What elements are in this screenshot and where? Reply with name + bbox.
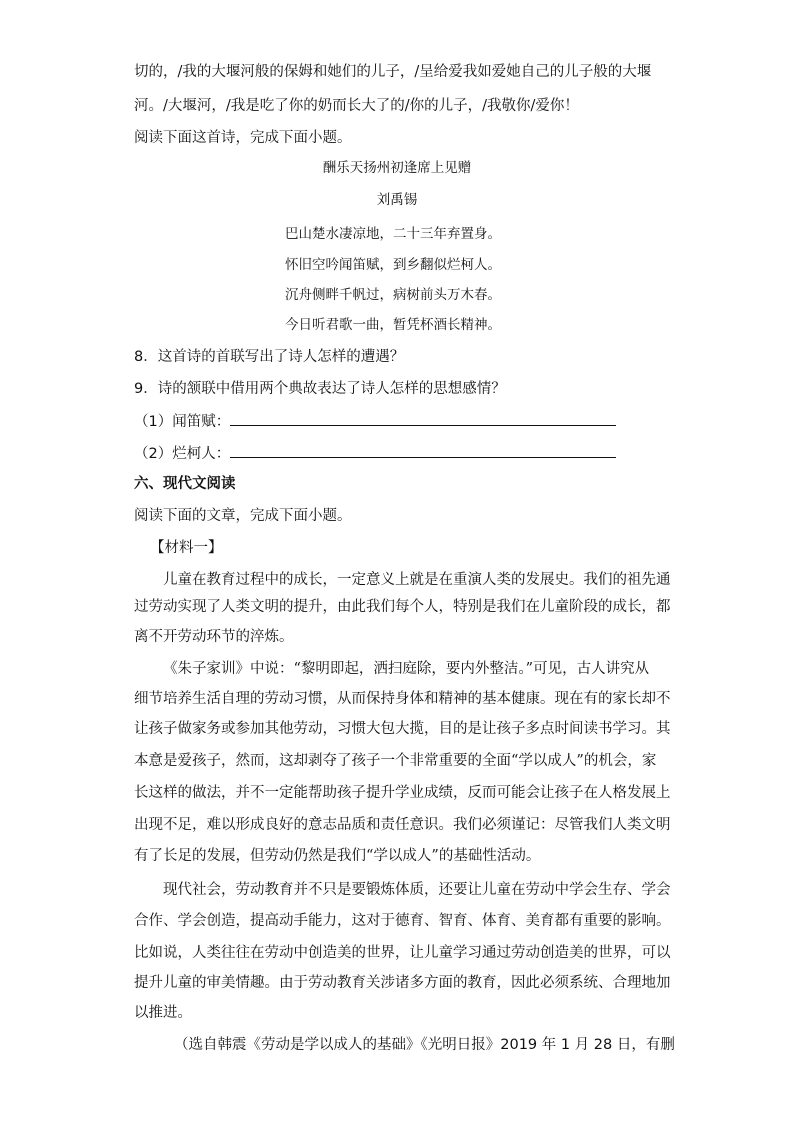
para2-line-3: 让孩子做家务或参加其他劳动，习惯大包大揽，目的是让孩子多点时间读书学习。其 [134,721,671,737]
para2-line-5: 长这样的做法，并不一定能帮助孩子提升学业成绩，反而可能会让孩子在人格发展上 [134,785,671,801]
section-instruction: 阅读下面的文章，完成下面小题。 [134,508,352,524]
para1-line-3: 离不开劳动环节的淬炼。 [134,629,294,645]
poem-instruction: 阅读下面这首诗，完成下面小题。 [134,130,352,146]
question-9-2-label: （2）烂柯人： [134,446,231,462]
material-label: 【材料一】 [150,540,223,556]
question-8: 8．这首诗的首联写出了诗人怎样的遭遇？ [134,349,405,365]
poem-line-2: 怀旧空吟闻笛赋，到乡翻似烂柯人。 [285,257,501,273]
para2-line-1: 《朱子家训》中说：“黎明即起，洒扫庭除，要内外整洁。”可见，古人讲究从 [163,661,650,677]
source-citation: （选自韩震《劳动是学以成人的基础》《光明日报》2019 年 1 月 28 日，有删 [174,1037,675,1053]
poem-author: 刘禹锡 [376,192,418,208]
poem-line-3: 沉舟侧畔千帆过，病树前头万木春。 [285,287,501,303]
para2-line-6: 出现不足，难以形成良好的意志品质和责任意识。我们必须谨记：尽管我们人类文明 [134,817,671,833]
question-9-1-label: （1）闻笛赋： [134,414,231,430]
section-heading: 六、现代文阅读 [134,476,236,492]
prev-poem-line-1: 切的，/我的大堰河般的保姆和她们的儿子，/呈给爱我如爱她自己的儿子般的大堰 [134,64,652,80]
poem-title: 酬乐天扬州初逢席上见赠 [322,160,472,176]
para1-line-1: 儿童在教育过程中的成长，一定意义上就是在重演人类的发展史。我们的祖先通 [163,572,671,588]
para3-line-3: 比如说，人类往往在劳动中创造美的世界，让儿童学习通过劳动创造美的世界，可以 [134,945,671,961]
para3-line-1: 现代社会，劳动教育并不只是要锻炼体质，还要让儿童在劳动中学会生存、学会 [163,882,671,898]
para3-line-4: 提升儿童的审美情趣。由于劳动教育关涉诸多方面的教育，因此必须系统、合理地加 [134,975,671,991]
prev-poem-line-2: 河。/大堰河，/我是吃了你的奶而长大了的/你的儿子，/我敬你/爱你！ [134,98,579,114]
para1-line-2: 过劳动实现了人类文明的提升，由此我们每个人，特别是我们在儿童阶段的成长，都 [134,599,671,615]
poem-line-4: 今日听君歌一曲，暂凭杯酒长精神。 [285,317,501,333]
question-9: 9．诗的颔联中借用两个典故表达了诗人怎样的思想感情？ [134,381,506,397]
para2-line-2: 细节培养生活自理的劳动习惯，从而保持身体和精神的基本健康。现在有的家长却不 [134,691,671,707]
question-9-1-row [134,411,616,432]
para3-line-2: 合作、学会创造，提高动手能力，这对于德育、智育、体育、美育都有重要的影响。 [134,913,671,929]
answer-blank-1[interactable] [230,411,616,426]
para2-line-4: 本意是爱孩子，然而，这却剥夺了孩子一个非常重要的全面“学以成人”的机会，家 [134,753,657,769]
para3-line-5: 以推进。 [134,1005,192,1021]
question-9-2-row [134,443,616,464]
answer-blank-2[interactable] [230,443,616,458]
poem-line-1: 巴山楚水凄凉地，二十三年弃置身。 [285,226,501,242]
para2-line-7: 有了长足的发展，但劳动仍然是我们“学以成人”的基础性活动。 [134,848,541,864]
